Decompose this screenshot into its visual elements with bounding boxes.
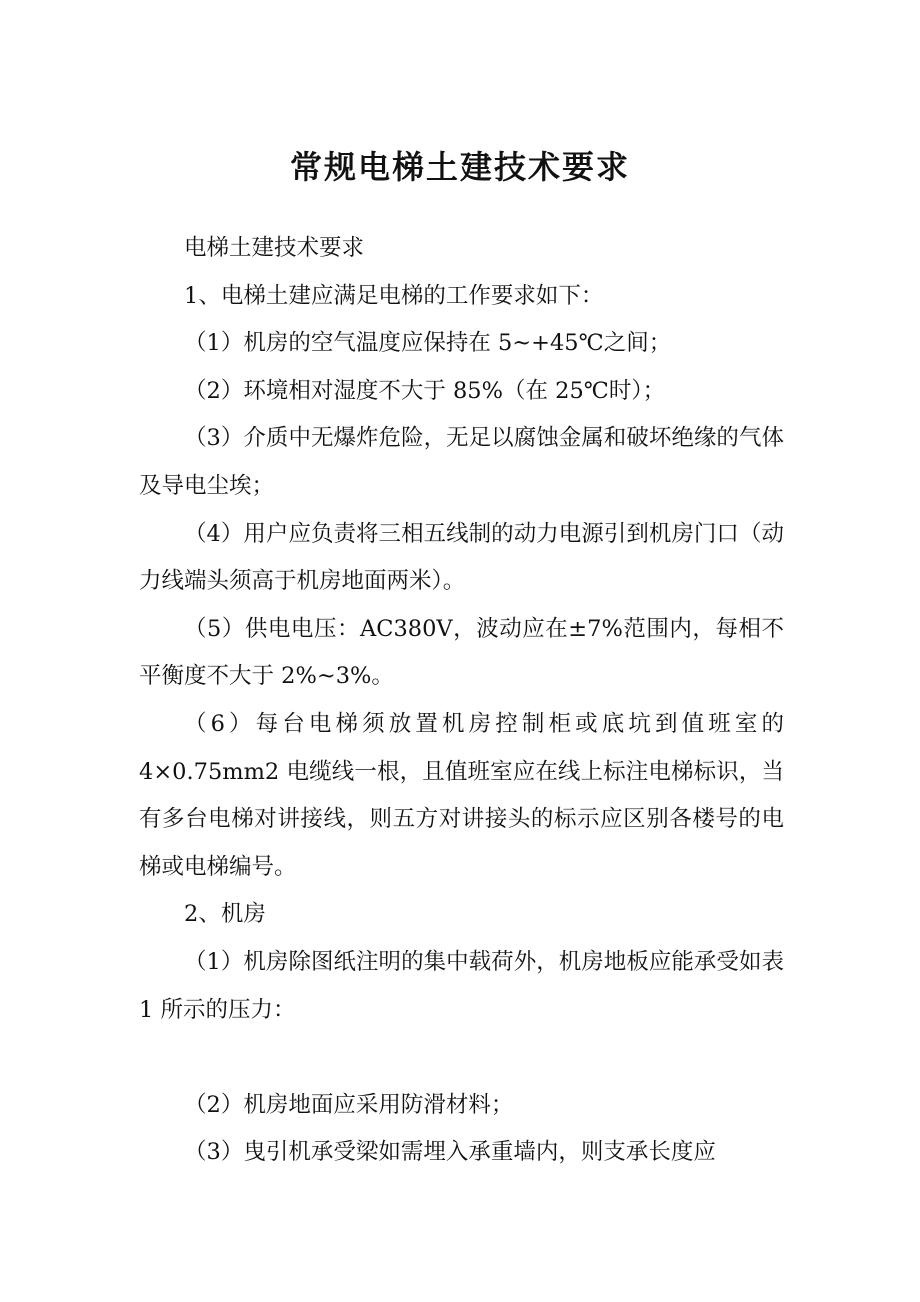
- paragraph-intercom-cable: （6）每台电梯须放置机房控制柜或底坑到值班室的 4×0.75mm2 电缆线一根，且值班室应在线上标注电梯标识，当有多台电梯对讲接线，则五方对讲接头的标示应区别各楼号的电梯或电梯编号。: [139, 710, 784, 880]
- paragraph-temperature: （1）机房的空气温度应保持在 5~+45℃之间；: [184, 330, 672, 357]
- document-title: 常规电梯土建技术要求: [289, 148, 630, 186]
- document-body: [139, 225, 784, 1177]
- paragraph-medium: （3）介质中无爆炸危险，无足以腐蚀金属和破坏绝缘的气体及导电尘埃；: [139, 425, 784, 499]
- paragraph-anti-slip-floor: （2）机房地面应采用防滑材料；: [184, 1091, 514, 1118]
- paragraph-humidity: （2）环境相对湿度不大于 85%（在 25℃时）；: [184, 377, 666, 404]
- paragraph-traction-beam: （3）曳引机承受梁如需埋入承重墙内，则支承长度应: [184, 1139, 716, 1166]
- paragraph-requirements-intro: 1、电梯土建应满足电梯的工作要求如下：: [184, 282, 604, 309]
- paragraph-section-heading: 电梯土建技术要求: [184, 235, 365, 261]
- paragraph-power-supply-line: （4）用户应负责将三相五线制的动力电源引到机房门口（动力线端头须高于机房地面两米）。: [139, 520, 784, 595]
- paragraph-machine-room-heading: 2、机房: [184, 901, 266, 928]
- blank-line: [139, 1034, 784, 1082]
- paragraph-voltage: （5）供电电压：AC380V，波动应在±7%范围内，每相不平衡度不大于 2%~3%。: [139, 615, 784, 690]
- paragraph-floor-load: （1）机房除图纸注明的集中载荷外，机房地板应能承受如表 1 所示的压力：: [139, 948, 784, 1023]
